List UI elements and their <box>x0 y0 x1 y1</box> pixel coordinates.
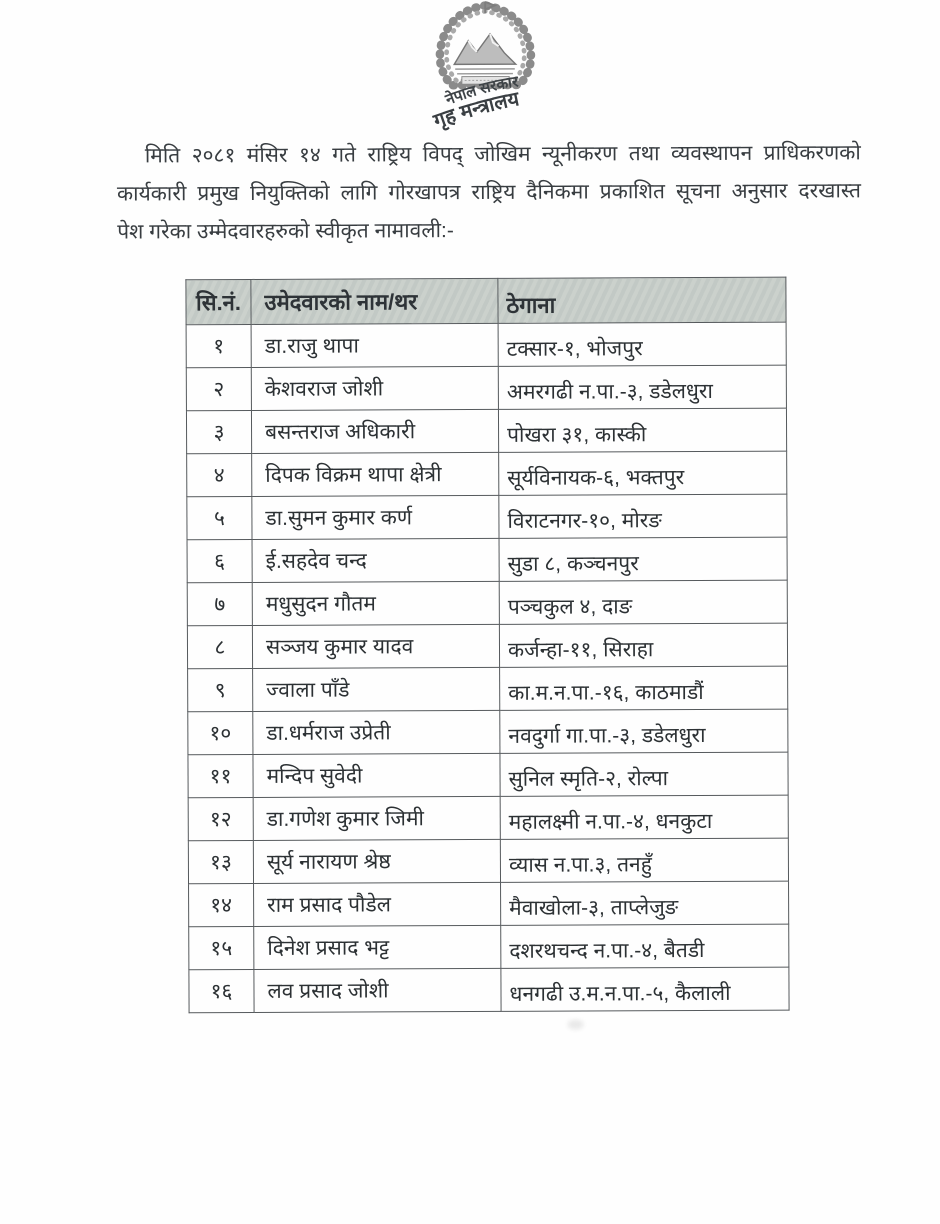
table-body <box>186 322 789 1013</box>
serial-number-cell: १५ <box>189 926 254 969</box>
table-row <box>188 666 788 712</box>
candidate-name-cell: डा.गणेश कुमार जिमी <box>253 796 500 840</box>
intro-line-1: मिति २०८१ मंसिर १४ गते राष्ट्रिय विपद् जोखिम न्यूनीकरण तथा व्यवस्थापन प्राधिकरणको <box>144 141 861 168</box>
table-header <box>186 277 786 325</box>
header-address: ठेगाना <box>498 277 786 323</box>
intro-line-3: पेश गरेका उम्मेदवारहरुको स्वीकृत नामावली:- <box>117 219 454 244</box>
candidate-name-cell: मन्दिप सुवेदी <box>253 753 500 797</box>
seal-text-home-ministry: गृह मन्त्रालय <box>430 88 522 133</box>
header-row <box>186 277 786 325</box>
serial-number-cell: १३ <box>188 840 253 883</box>
candidate-name-cell: केशवराज जोशी <box>251 366 498 410</box>
header-serial-number: सि.नं. <box>186 279 251 324</box>
table-row <box>189 967 789 1013</box>
table-row <box>187 451 787 497</box>
candidate-address-cell: टक्सार-१, भोजपुर <box>498 322 786 366</box>
intro-line-2: कार्यकारी प्रमुख नियुक्तिको लागि गोरखापत्र राष्ट्रिय दैनिकमा प्रकाशित सूचना अनुसार दरखास्त <box>116 179 862 206</box>
serial-number-cell: ३ <box>186 410 251 453</box>
candidates-table <box>185 277 789 1014</box>
candidate-address-cell: सुनिल स्मृति-२, रोल्पा <box>500 752 788 796</box>
candidate-name-cell: ई.सहदेव चन्द <box>252 538 499 582</box>
serial-number-cell: ४ <box>187 453 252 496</box>
candidate-address-cell: मैवाखोला-३, ताप्लेजुङ <box>501 881 789 925</box>
candidate-address-cell: पोखरा ३१, कास्की <box>498 408 786 452</box>
seal-text-nepal-government: नेपाल सरकार <box>443 73 520 109</box>
table-row <box>186 408 786 454</box>
serial-number-cell: ८ <box>187 625 252 668</box>
header-candidate-name: उमेदवारको नाम/थर <box>251 278 498 324</box>
candidate-name-cell: डा.धर्मराज उप्रेती <box>253 710 500 754</box>
table-row <box>186 322 786 368</box>
serial-number-cell: ७ <box>187 582 252 625</box>
serial-number-cell: ६ <box>187 539 252 582</box>
serial-number-cell: १० <box>188 711 253 754</box>
table-row <box>187 623 787 669</box>
candidate-name-cell: बसन्तराज अधिकारी <box>251 409 498 453</box>
serial-number-cell: ११ <box>188 754 253 797</box>
serial-number-cell: १२ <box>188 797 253 840</box>
table-row <box>188 752 788 798</box>
candidate-address-cell: महालक्ष्मी न.पा.-४, धनकुटा <box>500 795 788 839</box>
government-seal <box>396 0 575 140</box>
candidate-address-cell: धनगढी उ.म.न.पा.-५, कैलाली <box>501 967 789 1011</box>
serial-number-cell: १६ <box>189 969 254 1012</box>
candidate-address-cell: दशरथचन्द न.पा.-४, बैतडी <box>501 924 789 968</box>
table-row <box>189 881 789 927</box>
table-row <box>187 494 787 540</box>
candidate-address-cell: का.म.न.पा.-१६, काठमाडौं <box>500 666 788 710</box>
serial-number-cell: ९ <box>188 668 253 711</box>
scan-smudge <box>568 1020 584 1030</box>
candidate-name-cell: लव प्रसाद जोशी <box>254 968 501 1012</box>
table-row <box>186 365 786 411</box>
table-row <box>188 838 788 884</box>
serial-number-cell: ५ <box>187 496 252 539</box>
table-row <box>189 924 789 970</box>
table-row <box>188 709 788 755</box>
candidate-address-cell: कर्जन्हा-११, सिराहा <box>499 623 787 667</box>
candidate-address-cell: सुडा ८, कञ्चनपुर <box>499 537 787 581</box>
table-row <box>187 537 787 583</box>
candidate-name-cell: राम प्रसाद पौडेल <box>254 882 501 926</box>
serial-number-cell: १४ <box>189 883 254 926</box>
serial-number-cell: २ <box>186 367 251 410</box>
nepal-emblem-icon <box>396 0 575 140</box>
candidate-address-cell: अमरगढी न.पा.-३, डडेलधुरा <box>498 365 786 409</box>
table-row <box>187 580 787 626</box>
candidate-name-cell: सञ्जय कुमार यादव <box>252 624 499 668</box>
candidate-name-cell: डा.राजु थापा <box>251 323 498 367</box>
intro-paragraph <box>117 134 861 251</box>
candidate-name-cell: ज्वाला पाँडे <box>253 667 500 711</box>
candidate-address-cell: सूर्यविनायक-६, भक्तपुर <box>499 451 787 495</box>
serial-number-cell: १ <box>186 324 251 367</box>
candidate-address-cell: विराटनगर-१०, मोरङ <box>499 494 787 538</box>
candidate-address-cell: नवदुर्गा गा.पा.-३, डडेलधुरा <box>500 709 788 753</box>
candidate-name-cell: दिनेश प्रसाद भट्ट <box>254 925 501 969</box>
candidate-address-cell: पञ्चकुल ४, दाङ <box>499 580 787 624</box>
candidate-name-cell: मधुसुदन गौतम <box>252 581 499 625</box>
candidate-address-cell: व्यास न.पा.३, तनहुँ <box>500 838 788 882</box>
candidate-name-cell: सूर्य नारायण श्रेष्ठ <box>253 839 500 883</box>
candidate-name-cell: दिपक विक्रम थापा क्षेत्री <box>252 452 499 496</box>
candidate-name-cell: डा.सुमन कुमार कर्ण <box>252 495 499 539</box>
table-row <box>188 795 788 841</box>
